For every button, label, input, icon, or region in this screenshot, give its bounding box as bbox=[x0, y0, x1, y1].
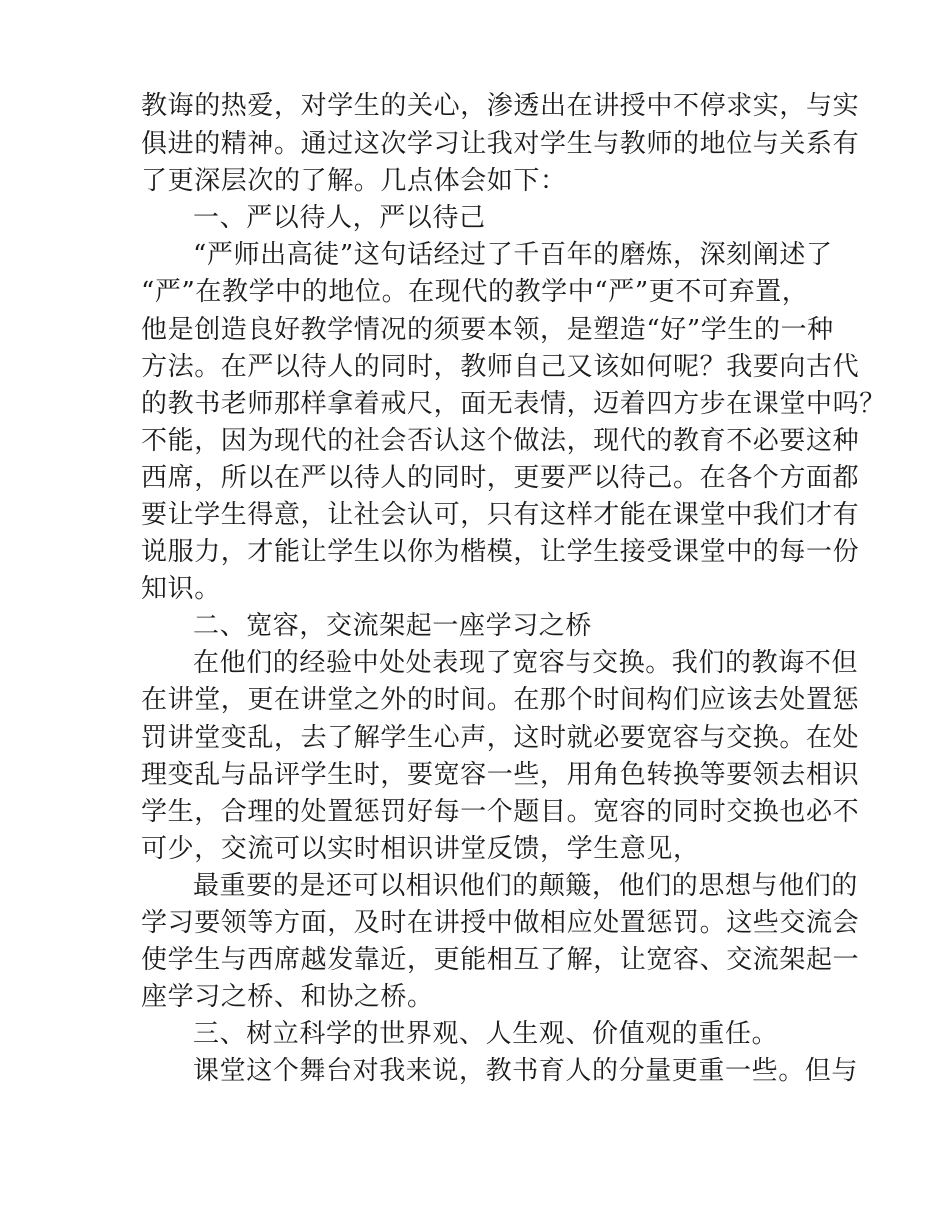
text-line: 要让学生得意，让社会认可，只有这样才能在课堂中我们才有 bbox=[141, 500, 860, 530]
text-line: 学生，合理的处置惩罚好每一个题目。宽容的同时交换也必不 bbox=[141, 797, 860, 827]
text-line: 西席，所以在严以待人的同时，更要严以待己。在各个方面都 bbox=[141, 463, 860, 493]
section-heading: 一、严以待人，严以待己 bbox=[193, 203, 486, 233]
text-line: 的教书老师那样拿着戒尺，面无表情，迈着四方步在课堂中吗？ bbox=[141, 389, 886, 419]
text-line: 理变乱与品评学生时，要宽容一些，用角色转换等要领去相识 bbox=[141, 760, 860, 790]
text-line: 可少，交流可以实时相识讲堂反馈，学生意见， bbox=[141, 834, 700, 864]
text-line: 使学生与西席越发靠近，更能相互了解，让宽容、交流架起一 bbox=[141, 945, 860, 975]
text-line: 俱进的精神。通过这次学习让我对学生与教师的地位与关系有 bbox=[141, 129, 860, 159]
text-line: 方法。在严以待人的同时，教师自己又该如何呢？我要向古代 bbox=[141, 352, 860, 382]
text-line: 知识。 bbox=[141, 574, 221, 604]
text-line: 不能，因为现代的社会否认这个做法，现代的教育不必要这种 bbox=[141, 426, 860, 456]
text-line: 最重要的是还可以相识他们的颠簸，他们的思想与他们的 bbox=[193, 871, 859, 901]
section-heading: 二、宽容，交流架起一座学习之桥 bbox=[193, 611, 593, 641]
section-heading: 三、树立科学的世界观、人生观、价值观的重任。 bbox=[193, 1019, 779, 1049]
text-line: 在他们的经验中处处表现了宽容与交换。我们的教诲不但 bbox=[193, 648, 859, 678]
text-line: 教诲的热爱，对学生的关心，渗透出在讲授中不停求实，与实 bbox=[141, 91, 860, 121]
text-line: 座学习之桥、和协之桥。 bbox=[141, 982, 434, 1012]
text-line: 课堂这个舞台对我来说，教书育人的分量更重一些。但与 bbox=[193, 1056, 859, 1086]
text-line: 在讲堂，更在讲堂之外的时间。在那个时间构们应该去处置惩 bbox=[141, 685, 860, 715]
text-line: 了更深层次的了解。几点体会如下： bbox=[141, 166, 567, 196]
text-line: “严”在教学中的地位。在现代的教学中“严”更不可弃置， bbox=[141, 277, 809, 307]
text-line: 他是创造良好教学情况的须要本领，是塑造“好”学生的一种 bbox=[141, 315, 834, 345]
text-line: 罚讲堂变乱，去了解学生心声，这时就必要宽容与交换。在处 bbox=[141, 723, 860, 753]
text-line: “严师出高徒”这句话经过了千百年的磨炼，深刻阐述了 bbox=[193, 240, 833, 270]
text-line: 学习要领等方面，及时在讲授中做相应处置惩罚。这些交流会 bbox=[141, 908, 860, 938]
text-line: 说服力，才能让学生以你为楷模，让学生接受课堂中的每一份 bbox=[141, 537, 860, 567]
